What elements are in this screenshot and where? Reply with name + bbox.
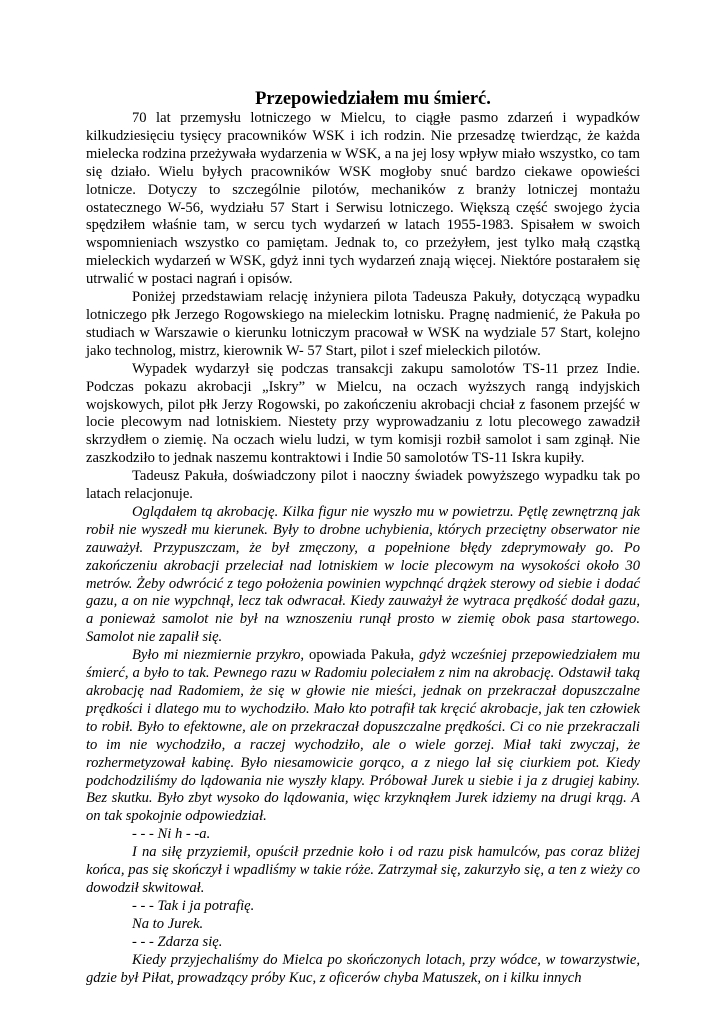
prophecy-italic-start: Było mi niezmiernie przykro, — [132, 647, 305, 664]
paragraph-pakula-intro: Poniżej przedstawiam relację inżyniera pilota Tadeusza Pakuły, dotyczącą wypadku lotniczego płk Jerzego Rogowskiego na mieleckim lotnisku. Pragnę nadmienić, że Pakuła po studiach w Warszawie o kierunku lotniczym pracował w WSK na wydziale 57 Start, kolejno jako technolog, mistrz, kierownik W- 57 Start, pilot i szef mieleckich pilotów. — [86, 289, 640, 359]
paragraph-intro: 70 lat przemysłu lotniczego w Mielcu, to ciągłe pasmo zdarzeń i wypadków kilkudziesięciu tysięcy pracowników WSK i ich rodzin. Nie przesadzę twierdząc, że każda mielecka rodzina przeżywała wydarzenia w WSK, a na jej losy wpływ miało wszystko, co tam się działo. Wielu byłych pracowników WSK mogłoby snuć bardzo ciekawe opowieści lotnicze. Dotyczy to szczególnie pilotów, mechaników z branży lotniczej montażu ostatecznego W-56, wydziału 57 Start i Serwisu lotniczego. Większą część swojego życia spędziłem właśnie tam, w sercu tych wydarzeń w latach 1955-1983. Spisałem w swoich wspomnieniach wszystko co pamiętam. Jednak to, co przeżyłem, jest tylko małą cząstką mieleckich wydarzeń w WSK, gdyż inni tych wydarzeń znają więcej. Niektóre postarałem się utrwalić w postaci nagrań i opisów. — [86, 110, 640, 288]
prophecy-attribution: opowiada Pakuła, — [304, 647, 420, 664]
dialog-line-1: - - - Ni h - -a. — [132, 826, 211, 843]
dialog-line-2: - - - Tak i ja potrafię. — [132, 897, 255, 914]
paragraph-landing: I na siłę przyziemił, opuścił przednie koło i od razu pisk hamulców, pas coraz bliżej końca, pas się skończył i wpadliśmy w takie róże. Zatrzymał się, zakurzyło się, a ten z wieży co dowodził skwitował. — [86, 844, 640, 896]
page-title: Przepowiedziałem mu śmierć. — [255, 89, 491, 109]
dialog-line-4: - - - Zdarza się. — [132, 933, 223, 950]
prophecy-italic-rest: gdyż wcześniej przepowiedziałem mu śmierć, a było to tak. Pewnego razu w Radomiu poleciałem z nim na akrobację. Odstawił taką akrobację nad Radomiem, że się w głowie nie mieści, jednak on przekraczał dopuszczalne prędkości i dlatego mu to wychodziło. Mało kto potrafił tak kręcić akrobacje, jak ten człowiek to robił. Było to efektowne, ale on przekraczał dopuszczalne prędkości. Ci co nie przekraczali to im nie wychodziło, a raczej wychodziło, ale o wiele gorzej. Miał taki zwyczaj, że rozhermetyzował kabinę. Było niesamowicie gorąco, a z niego lał się ciurkiem pot. Kiedy podchodziliśmy do lądowania nie wyszły klapy. Próbował Jurek u siebie i ja z drugiej kabiny. Bez skutku. Było zbyt wysoko do lądowania, więc krzyknąłem Jurek idziemy na drugi krąg. A on tak spokojnie odpowiedział. — [86, 647, 640, 825]
paragraph-witness: Tadeusz Pakuła, doświadczony pilot i naoczny świadek powyższego wypadku tak po latach relacjonuje. — [86, 468, 640, 503]
paragraph-accident: Wypadek wydarzył się podczas transakcji zakupu samolotów TS-11 przez Indie. Podczas pokazu akrobacji „Iskry” w Mielcu, na oczach wyższych rangą indyjskich wojskowych, pilot płk Jerzy Rogowski, po zakończeniu akrobacji chciał z fasonem przejść w locie plecowym nad lotniskiem. Niestety przy wyprowadzaniu z lotu plecowego zawadził skrzydłem o ziemię. Na oczach wielu ludzi, w tym komisji rozbił samolot i sam zginął. Nie zaszkodziło to jednak naszemu kontraktowi i Indie 50 samolotów TS-11 Iskra kupiły. — [86, 360, 640, 467]
dialog-line-3: Na to Jurek. — [132, 915, 204, 932]
paragraph-prophecy — [86, 647, 640, 826]
paragraph-mielec: Kiedy przyjechaliśmy do Mielca po skończonych lotach, przy wódce, w towarzystwie, gdzie był Piłat, prowadzący próby Kuc, z oficerów chyba Matuszek, on i kilku innych — [86, 951, 640, 986]
paragraph-account: Oglądałem tą akrobację. Kilka figur nie wyszło mu w powietrzu. Pętlę zewnętrzną jak robił nie wyszedł mu kierunek. Były to drobne uchybienia, których przeciętny obserwator nie zauważył. Przypuszczam, że był zmęczony, a popełnione błędy zdeprymowały go. Po zakończeniu akrobacji przeleciał nad lotniskiem w locie plecowym na wysokości około 30 metrów. Żeby odwrócić z tego położenia powinien wypchnąć drążek sterowy od siebie i dodać gazu, a on nie wypchnął, lecz tak odwracał. Kiedy zauważył że wytraca prędkość dodał gazu, a ponieważ samolot nie był na wznoszeniu runął prosto w ziemię obok pasa startowego. Samolot nie zapalił się. — [86, 503, 640, 646]
